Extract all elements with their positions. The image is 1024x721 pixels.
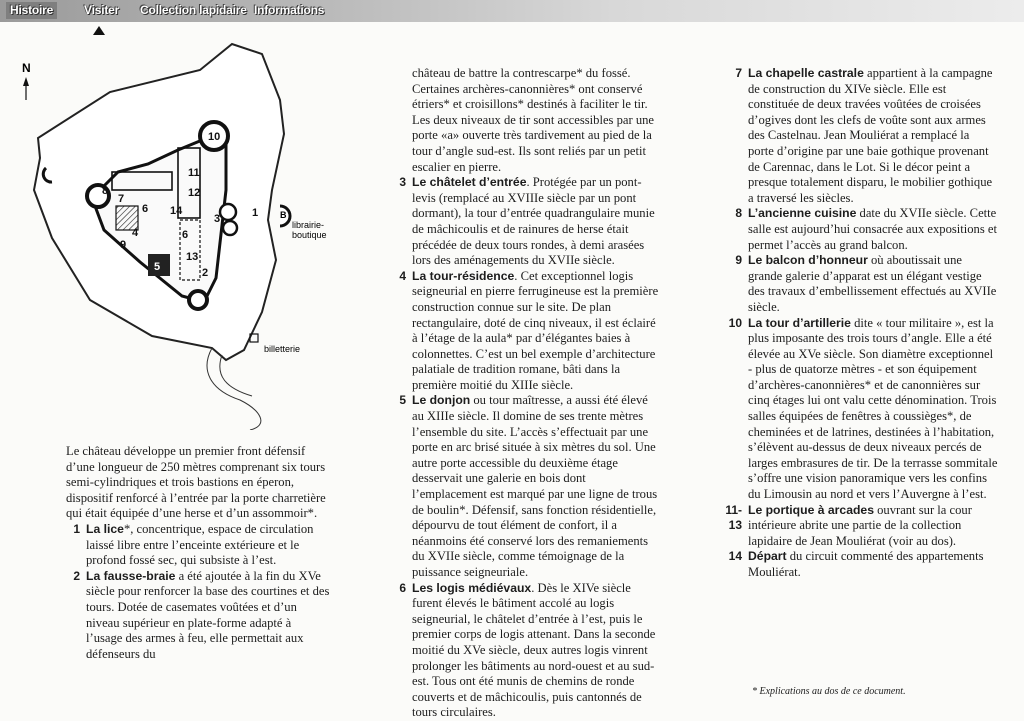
text-column-2: [392, 66, 660, 721]
plan-number: 6: [142, 203, 149, 215]
item-number: 14: [728, 549, 742, 564]
plan-number: 2: [202, 267, 209, 279]
north-arrow-icon: [23, 77, 29, 100]
plan-number: 5: [154, 261, 161, 273]
legend-item: [392, 581, 660, 721]
plan-number: 12: [188, 187, 201, 199]
legend-item: [392, 393, 660, 580]
item-text: a été ajoutée à la fin du XVe siècle pour renforcer la base des courtines et des tours. Dotée de casemates voûtées et d’un niveau supérieur en plate-forme adapté à l’usage des armes à feu, elle permettait aux défenseurs du: [86, 568, 330, 661]
legend-item: [716, 503, 998, 550]
item-text: date du XVIIe siècle. Cette salle est aujourd’hui consacrée aux expositions et permet l’accès au grand balcon.: [748, 206, 997, 252]
item-term: La fausse-braie: [86, 568, 176, 583]
plan-letter-b: B: [280, 210, 287, 220]
item-text: ou tour maîtresse, a aussi été élevé au XIIIe siècle. Il domine de ses trente mètres l’ensemble du site. L’accès s’effectuait par une porte en arc brisé située à six mètres du sol. Une autre porte accessible du deuxième étage desservait une galerie en bois dont l’emplacement est marqué par une ligne de trous de boulin*. Défensif, sans fonction résidentielle, dépourvu de tout élément de confort, il a néanmoins été conservé lors des remaniements du XVIIe siècle, comme témoignage de la puissance seigneuriale.: [412, 393, 658, 579]
item-term: La tour d’artillerie: [748, 315, 851, 330]
entry-tower: [223, 221, 237, 235]
plan-number: 13: [186, 251, 199, 263]
nav-tab-collection-lapidaire[interactable]: Collection lapidaire: [140, 3, 247, 17]
item-number: 8: [735, 206, 742, 221]
item-term: Le châtelet d’entrée: [412, 175, 527, 190]
item-number: 9: [735, 253, 742, 268]
item-number: 1: [73, 521, 80, 536]
legend-item: [66, 569, 330, 663]
tower-southeast: [189, 291, 207, 309]
north-label: N: [22, 61, 31, 75]
item-number: 5: [399, 393, 406, 408]
legend-item: [716, 66, 998, 206]
item-text: du circuit commenté des appartements Mouliérat.: [748, 549, 984, 579]
path-line: [220, 355, 252, 396]
item-number: 4: [399, 268, 406, 283]
plan-number: 3: [214, 213, 221, 225]
plan-number: 11: [188, 167, 200, 179]
plan-number: 8: [102, 185, 109, 197]
plan-number: 10: [208, 131, 221, 143]
nav-tab-visiter[interactable]: Visiter: [84, 3, 120, 17]
intro-paragraph: Le château développe un premier front défensif d’une longueur de 250 mètres comprenant six tours semi-cylindriques et trois bastions en éperon, dispositif renforcé à l’entrée par la porte charretière qui était équipée d’une herse et d’un assommoir*.: [66, 444, 326, 521]
item-text: dite « tour militaire », est la plus imposante des trois tours d’angle. Elle a été élevée au XVe siècle. Son diamètre exceptionnel - plus de quatorze mètres - et son équipement d’archères-canonnières* et de canonnières sur cinq étages lui ont valu cette dénomination. Trois salles équipées de fenêtres à coussièges*, de cheminées et de latrines, destinées à l’habitation, s’élèvent au-dessus de deux niveaux percés de larges embrasures de tir. De la terrasse sommitale s’offre une vision panoramique vers les confins du Limousin au nord et vers l’Auvergne à l’est.: [748, 315, 998, 502]
plan-number: 9: [120, 239, 127, 251]
legend-item: [392, 269, 660, 394]
item-term: La chapelle castrale: [748, 66, 864, 80]
text-column-1: [66, 444, 330, 662]
legend-item: [716, 549, 998, 580]
item-text: *, concentrique, espace de circulation laissé libre entre l’enceinte extérieure et le profond fossé sec, qui subsiste à l’est.: [86, 521, 314, 568]
item-term: Le balcon d’honneur: [748, 253, 868, 268]
legend-item: [716, 316, 998, 503]
item-term: Départ: [748, 549, 787, 564]
item-number: 7: [735, 66, 742, 80]
item-text: . Cet exceptionnel logis seigneurial en pierre ferrugineuse est la première construction connue sur le site. De plan rectangulaire, doté de cinq niveaux, il est éclairé à l’étage de la aula* par d’élégantes baies à colonnettes. C’est un bel exemple d’architecture palatiale de tradition romane, bâti dans la première moitié du XIIIe siècle.: [412, 268, 659, 392]
item-text: appartient à la campagne de construction du XIVe siècle. Elle est constituée de deux travées voûtées de croisées d’ogives dont les clefs de voûte sont aux armes des Castelnau. Jean Mouliérat a remplacé la porte d’origine par une baie gothique provenant de Carennac, dans le Lot. Si le décor peint a presque totalement disparu, le mobilier gothique a traversé les siècles.: [748, 66, 993, 205]
item-text: . Protégée par un pont-levis (remplacé au XVIIIe siècle par un pont dormant), la tour d’entrée quadrangulaire munie de mâchicoulis et de rainures de herse était précédée de deux tours rondes, à demi arasées lors des aménagements du XVIIe siècle.: [412, 175, 655, 268]
librairie-label: librairie-: [292, 220, 325, 230]
plan-number: 14: [170, 205, 183, 217]
item-number: 6: [399, 580, 406, 595]
legend-item: [66, 522, 330, 569]
top-nav-bar: [0, 0, 1024, 22]
legend-item: [392, 175, 660, 269]
legend-item: [716, 206, 998, 253]
continued-paragraph: château de battre la contrescarpe* du fossé. Certaines archères-canonnières* ont conservé étriers* et croisillons* destinés à faciliter le tir. Les deux niveaux de tir sont accessibles par une porte «a» ouverte très tardivement au pied de la tour d’angle sud-est. Ils sont reliés par un petit escalier en pierre.: [412, 66, 654, 174]
item-term: Le donjon: [412, 393, 471, 408]
item-number: 10: [728, 315, 742, 330]
legend-item: [716, 253, 998, 315]
item-term: Le portique à arcades: [748, 502, 874, 517]
boutique-label: boutique: [292, 230, 327, 240]
item-text: ouvrant sur la cour intérieure abrite une partie de la collection lapidaire de Jean Mouliérat (voir au dos).: [748, 502, 972, 548]
item-number: 2: [73, 568, 80, 583]
plan-number: 1: [252, 207, 259, 219]
entry-tower: [220, 204, 236, 220]
item-text: où aboutissait une grande galerie d’apparat est un élégant vestige des travaux d’embellissement effectués au XVIIe siècle.: [748, 253, 997, 314]
nav-tab-histoire[interactable]: Histoire: [6, 2, 57, 19]
plan-number: 7: [118, 193, 125, 205]
footnote: * Explications au dos de ce document.: [752, 686, 906, 697]
item-text: . Dès le XIVe siècle furent élevés le bâtiment accolé au logis seigneurial, le châtelet d’entrée à l’est, puis le premier corps de logis attenant. Dans la seconde moitié du XVe siècle, deux autres logis vinrent prolonger les bâtiments au nord-ouest et au sud-est. Tous ont été munis de chemins de ronde couverts et de mâchicoulis, puis cantonnés de tours circulaires.: [412, 580, 656, 720]
item-term: La lice: [86, 521, 124, 536]
item-term: Les logis médiévaux: [412, 580, 532, 595]
item-term: La tour-résidence: [412, 268, 515, 283]
item-number: 11-13: [725, 502, 742, 533]
plan-number: 6: [182, 229, 189, 241]
item-number: 3: [399, 175, 406, 190]
nav-tab-informations[interactable]: Informations: [254, 3, 325, 17]
billetterie-label: billetterie: [264, 344, 301, 354]
item-term: L’ancienne cuisine: [748, 206, 857, 221]
castle-plan: [0, 30, 330, 430]
plan-number: 4: [132, 227, 139, 239]
text-column-3: [716, 66, 998, 581]
